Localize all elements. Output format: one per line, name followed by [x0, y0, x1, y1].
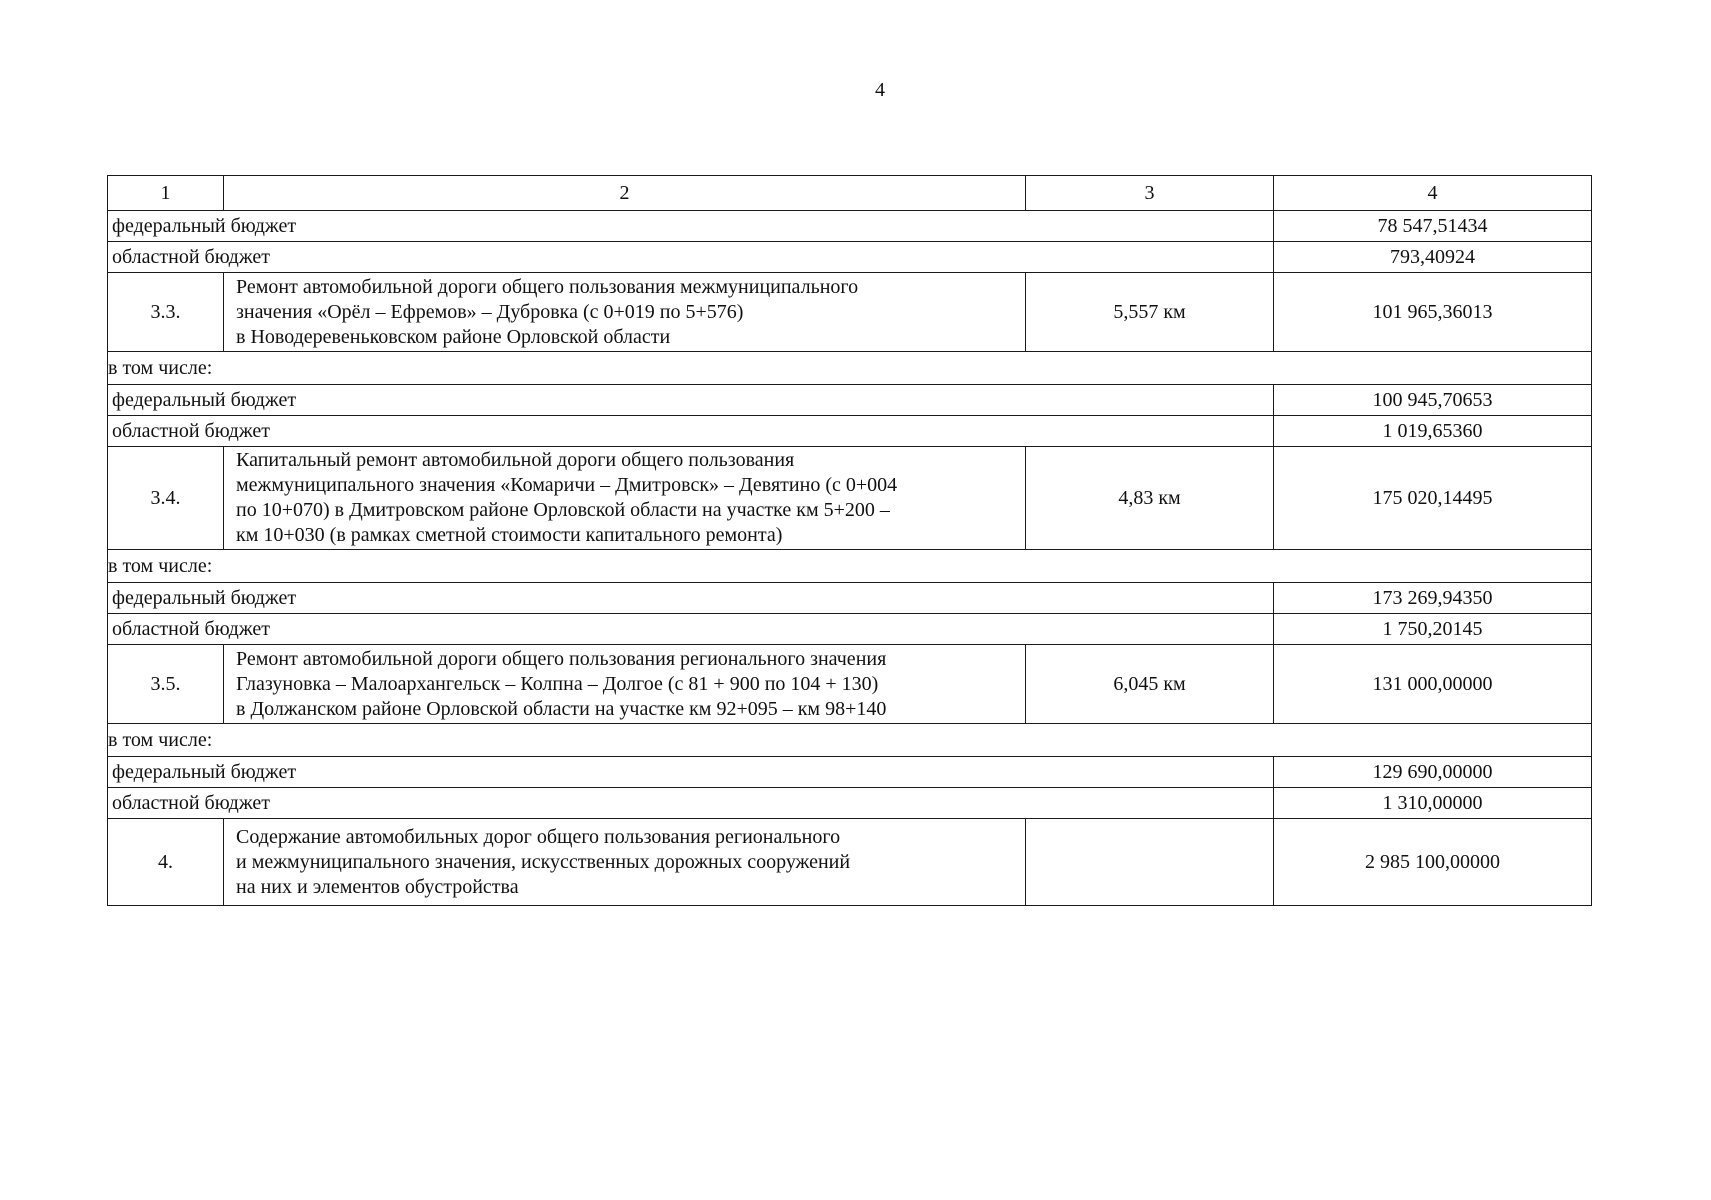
description-line: Содержание автомобильных дорог общего пользования регионального [236, 825, 841, 848]
table-row [108, 819, 1592, 906]
table-row [108, 211, 1592, 242]
amount-cell: 1 019,65360 [1274, 416, 1592, 447]
including-label: в том числе: [108, 724, 1592, 757]
amount-cell: 101 965,36013 [1274, 273, 1592, 352]
item-number: 3.4. [108, 447, 224, 550]
table-row [108, 757, 1592, 788]
table-row [108, 788, 1592, 819]
item-number: 3.5. [108, 645, 224, 724]
road-length: 4,83 км [1026, 447, 1274, 550]
description-line: Капитальный ремонт автомобильной дороги общего пользования [236, 449, 795, 471]
budget-source-label: федеральный бюджет [108, 757, 1274, 788]
item-number: 3.3. [108, 273, 224, 352]
amount-cell: 793,40924 [1274, 242, 1592, 273]
including-label: в том числе: [108, 352, 1592, 385]
budget-source-label: областной бюджет [108, 788, 1274, 819]
table-row [108, 447, 1592, 550]
table-row [108, 583, 1592, 614]
description-line: и межмуниципального значения, искусственных дорожных сооружений [236, 850, 851, 873]
description-line: межмуниципального значения «Комаричи – Дмитровск» – Девятино (с 0+004 [236, 474, 898, 496]
table-header-row [108, 176, 1592, 211]
amount-cell: 129 690,00000 [1274, 757, 1592, 788]
amount-cell: 78 547,51434 [1274, 211, 1592, 242]
description-line: по 10+070) в Дмитровском районе Орловской области на участке км 5+200 – [236, 499, 890, 521]
table-row [108, 385, 1592, 416]
header-cell: 4 [1274, 176, 1592, 211]
table-row [108, 645, 1592, 724]
amount-cell: 2 985 100,00000 [1274, 819, 1592, 906]
item-number: 4. [108, 819, 224, 906]
table-row [108, 550, 1592, 583]
amount-cell: 1 310,00000 [1274, 788, 1592, 819]
item-description [224, 447, 1026, 550]
budget-source-label: областной бюджет [108, 416, 1274, 447]
item-description [224, 273, 1026, 352]
description-line: Ремонт автомобильной дороги общего пользования регионального значения [236, 647, 887, 670]
description-line: км 10+030 (в рамках сметной стоимости капитального ремонта) [236, 524, 783, 546]
budget-source-label: областной бюджет [108, 242, 1274, 273]
budget-source-label: областной бюджет [108, 614, 1274, 645]
description-line: Глазуновка – Малоархангельск – Колпна – Долгое (с 81 + 900 по 104 + 130) [236, 672, 879, 695]
description-line: в Должанском районе Орловской области на участке км 92+095 – км 98+140 [236, 697, 887, 720]
budget-source-label: федеральный бюджет [108, 583, 1274, 614]
description-line: значения «Орёл – Ефремов» – Дубровка (с 0+019 по 5+576) [236, 300, 744, 323]
table-row [108, 273, 1592, 352]
budget-source-label: федеральный бюджет [108, 385, 1274, 416]
header-cell: 1 [108, 176, 224, 211]
road-length [1026, 819, 1274, 906]
table-row [108, 614, 1592, 645]
item-description [224, 645, 1026, 724]
including-label: в том числе: [108, 550, 1592, 583]
item-description [224, 819, 1026, 906]
description-line: Ремонт автомобильной дороги общего пользования межмуниципального [236, 275, 859, 298]
amount-cell: 173 269,94350 [1274, 583, 1592, 614]
description-line: на них и элементов обустройства [236, 875, 519, 898]
amount-cell: 1 750,20145 [1274, 614, 1592, 645]
table-row [108, 352, 1592, 385]
page-number: 4 [875, 79, 885, 101]
table-row [108, 416, 1592, 447]
amount-cell: 175 020,14495 [1274, 447, 1592, 550]
budget-table [107, 175, 1592, 906]
description-line: в Новодеревеньковском районе Орловской области [236, 325, 671, 348]
amount-cell: 100 945,70653 [1274, 385, 1592, 416]
header-cell: 3 [1026, 176, 1274, 211]
header-cell: 2 [224, 176, 1026, 211]
table-row [108, 724, 1592, 757]
table-row [108, 242, 1592, 273]
road-length: 6,045 км [1026, 645, 1274, 724]
road-length: 5,557 км [1026, 273, 1274, 352]
budget-source-label: федеральный бюджет [108, 211, 1274, 242]
amount-cell: 131 000,00000 [1274, 645, 1592, 724]
